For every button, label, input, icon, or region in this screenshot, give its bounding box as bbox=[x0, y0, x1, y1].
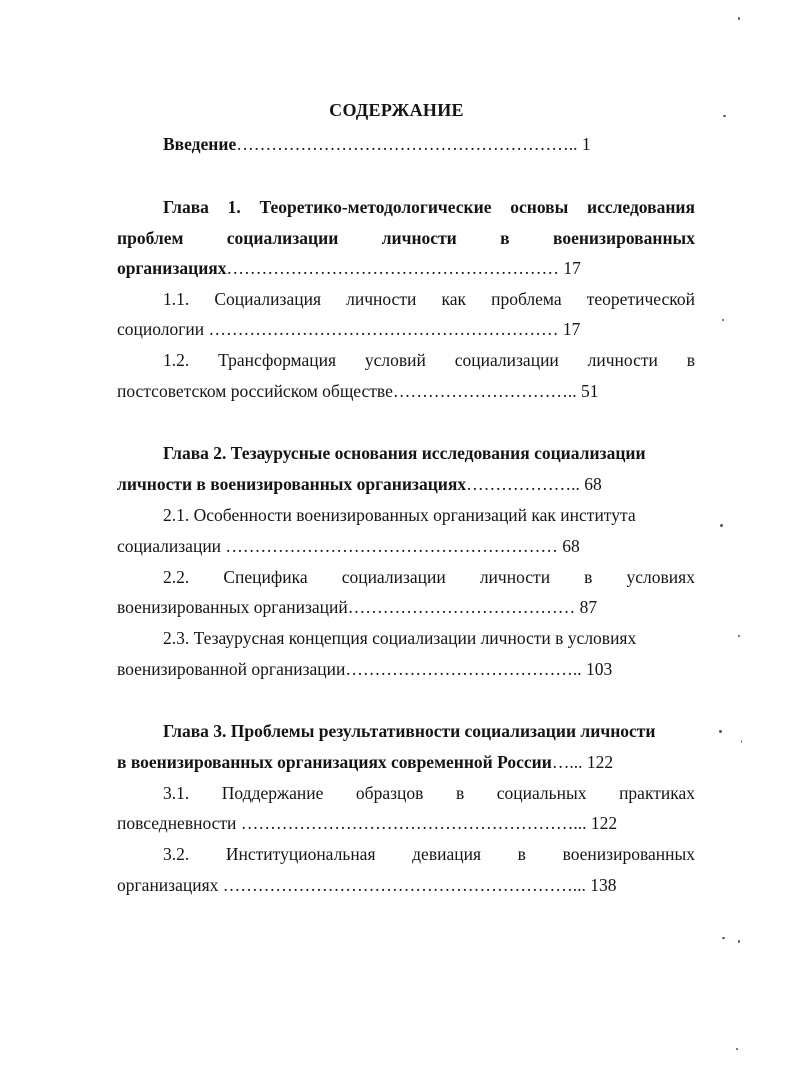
dot-leader: ………………………….. bbox=[392, 381, 577, 401]
word: практиках bbox=[619, 783, 695, 803]
page-number: 122 bbox=[590, 813, 618, 833]
dot-leader: ………………………………………………….. bbox=[236, 134, 578, 154]
word: Глава bbox=[163, 197, 209, 217]
page-number: 1 bbox=[581, 134, 591, 154]
chapter-2-title-line-2[interactable] bbox=[117, 473, 695, 495]
dot-leader: ……………….. bbox=[466, 474, 580, 494]
page-number: 17 bbox=[563, 258, 581, 278]
section-2-1-line-1[interactable]: 2.1. Особенности военизированных организаций как института bbox=[163, 505, 636, 525]
scan-speck bbox=[720, 524, 723, 527]
word: Институциональная bbox=[225, 844, 376, 864]
word: Специфика bbox=[223, 567, 308, 587]
section-3-2-line-1[interactable] bbox=[163, 843, 695, 865]
word: образцов bbox=[355, 783, 424, 803]
page-number: 122 bbox=[586, 752, 614, 772]
entry-label: организациях bbox=[117, 258, 227, 278]
entry-label: организациях bbox=[117, 875, 219, 895]
scan-speck bbox=[722, 937, 725, 939]
word: как bbox=[441, 289, 466, 309]
page-number: 68 bbox=[584, 474, 602, 494]
scan-speck bbox=[738, 940, 740, 943]
dot-leader: ………………………………………………… bbox=[225, 536, 558, 556]
chapter-3-title-line-2[interactable] bbox=[117, 751, 695, 773]
word: теоретической bbox=[586, 289, 695, 309]
dot-leader: …... bbox=[551, 752, 583, 772]
word: личности bbox=[587, 350, 658, 370]
dot-leader: ……………………………………………………... bbox=[222, 875, 586, 895]
word: 2.2. bbox=[163, 567, 190, 587]
scan-speck bbox=[719, 730, 722, 733]
word: девиация bbox=[412, 844, 482, 864]
word: личности bbox=[381, 228, 457, 248]
word: проблем bbox=[117, 228, 184, 248]
word: проблема bbox=[491, 289, 562, 309]
entry-label: в военизированных организациях современной России bbox=[117, 752, 552, 772]
word: условиях bbox=[626, 567, 695, 587]
section-3-2-line-2[interactable] bbox=[117, 874, 695, 896]
chapter-3-title-line-1[interactable]: Глава 3. Проблемы результативности социализации личности bbox=[163, 721, 656, 741]
section-1-2-line-2[interactable] bbox=[117, 380, 695, 402]
word: условий bbox=[364, 350, 426, 370]
word: личности bbox=[479, 567, 551, 587]
scan-speck bbox=[722, 319, 724, 321]
scan-speck bbox=[738, 635, 740, 637]
word: исследования bbox=[586, 197, 695, 217]
word: 1. bbox=[227, 197, 241, 217]
chapter-1-title-line-2[interactable] bbox=[117, 227, 695, 249]
chapter-1-title-line-3[interactable] bbox=[117, 257, 695, 279]
word: в bbox=[686, 350, 695, 370]
word: Социализация bbox=[214, 289, 321, 309]
section-2-2-line-2[interactable] bbox=[117, 596, 695, 618]
entry-label: Введение bbox=[163, 134, 237, 154]
page-number: 68 bbox=[562, 536, 580, 556]
entry-label: постсоветском российском обществе bbox=[117, 381, 393, 401]
word: социализации bbox=[454, 350, 559, 370]
word: 1.1. bbox=[163, 289, 190, 309]
section-2-3-line-1[interactable]: 2.3. Тезаурусная концепция социализации личности в условиях bbox=[163, 628, 637, 648]
word: социализации bbox=[341, 567, 446, 587]
scan-speck bbox=[723, 115, 726, 117]
entry-label: личности в военизированных организациях bbox=[117, 474, 467, 494]
page-number: 138 bbox=[590, 875, 617, 895]
word: 3.2. bbox=[163, 844, 190, 864]
section-3-1-line-2[interactable] bbox=[117, 812, 695, 834]
word: военизированных bbox=[553, 228, 695, 248]
word: военизированных bbox=[562, 844, 695, 864]
entry-label: социологии bbox=[117, 319, 205, 339]
word: в bbox=[584, 567, 593, 587]
section-2-1-line-2[interactable] bbox=[117, 535, 695, 557]
word: Теоретико-методологические bbox=[259, 197, 492, 217]
dot-leader: ………………………………… bbox=[347, 597, 576, 617]
section-1-1-line-1[interactable] bbox=[163, 288, 695, 310]
dot-leader: …………………………………………………... bbox=[240, 813, 587, 833]
section-2-2-line-1[interactable] bbox=[163, 566, 695, 588]
entry-label: повседневности bbox=[117, 813, 237, 833]
section-2-3-line-2[interactable] bbox=[117, 658, 695, 680]
scan-speck bbox=[736, 1048, 738, 1050]
entry-label: военизированной организации bbox=[117, 659, 346, 679]
section-3-1-line-1[interactable] bbox=[163, 782, 695, 804]
page-number: 17 bbox=[562, 319, 581, 339]
scan-speck bbox=[738, 17, 740, 20]
contents-heading: СОДЕРЖАНИЕ bbox=[329, 100, 464, 120]
word: в bbox=[500, 228, 510, 248]
word: Поддержание bbox=[221, 783, 324, 803]
word: Трансформация bbox=[218, 350, 337, 370]
section-1-1-line-2[interactable] bbox=[117, 318, 695, 340]
entry-label: военизированных организаций bbox=[117, 597, 348, 617]
page-number: 51 bbox=[580, 381, 599, 401]
word: 3.1. bbox=[163, 783, 190, 803]
word: социализации bbox=[226, 228, 339, 248]
word: в bbox=[455, 783, 465, 803]
dot-leader: ………………………………………………… bbox=[226, 258, 560, 278]
section-1-2-line-1[interactable] bbox=[163, 349, 695, 371]
word: социальных bbox=[496, 783, 587, 803]
chapter-2-title-line-1[interactable]: Глава 2. Тезаурусные основания исследования социализации bbox=[163, 443, 646, 463]
dot-leader: ………………………………….. bbox=[345, 659, 582, 679]
word: основы bbox=[510, 197, 569, 217]
word: в bbox=[517, 844, 526, 864]
scan-speck bbox=[741, 740, 742, 743]
page-number: 87 bbox=[579, 597, 598, 617]
chapter-1-title-line-1[interactable] bbox=[163, 196, 695, 218]
word: личности bbox=[346, 289, 417, 309]
entry-label: социализации bbox=[117, 536, 222, 556]
word: 1.2. bbox=[163, 350, 190, 370]
toc-entry-introduction[interactable] bbox=[163, 133, 741, 155]
dot-leader: …………………………………………………… bbox=[208, 319, 559, 339]
page-number: 103 bbox=[585, 659, 613, 679]
